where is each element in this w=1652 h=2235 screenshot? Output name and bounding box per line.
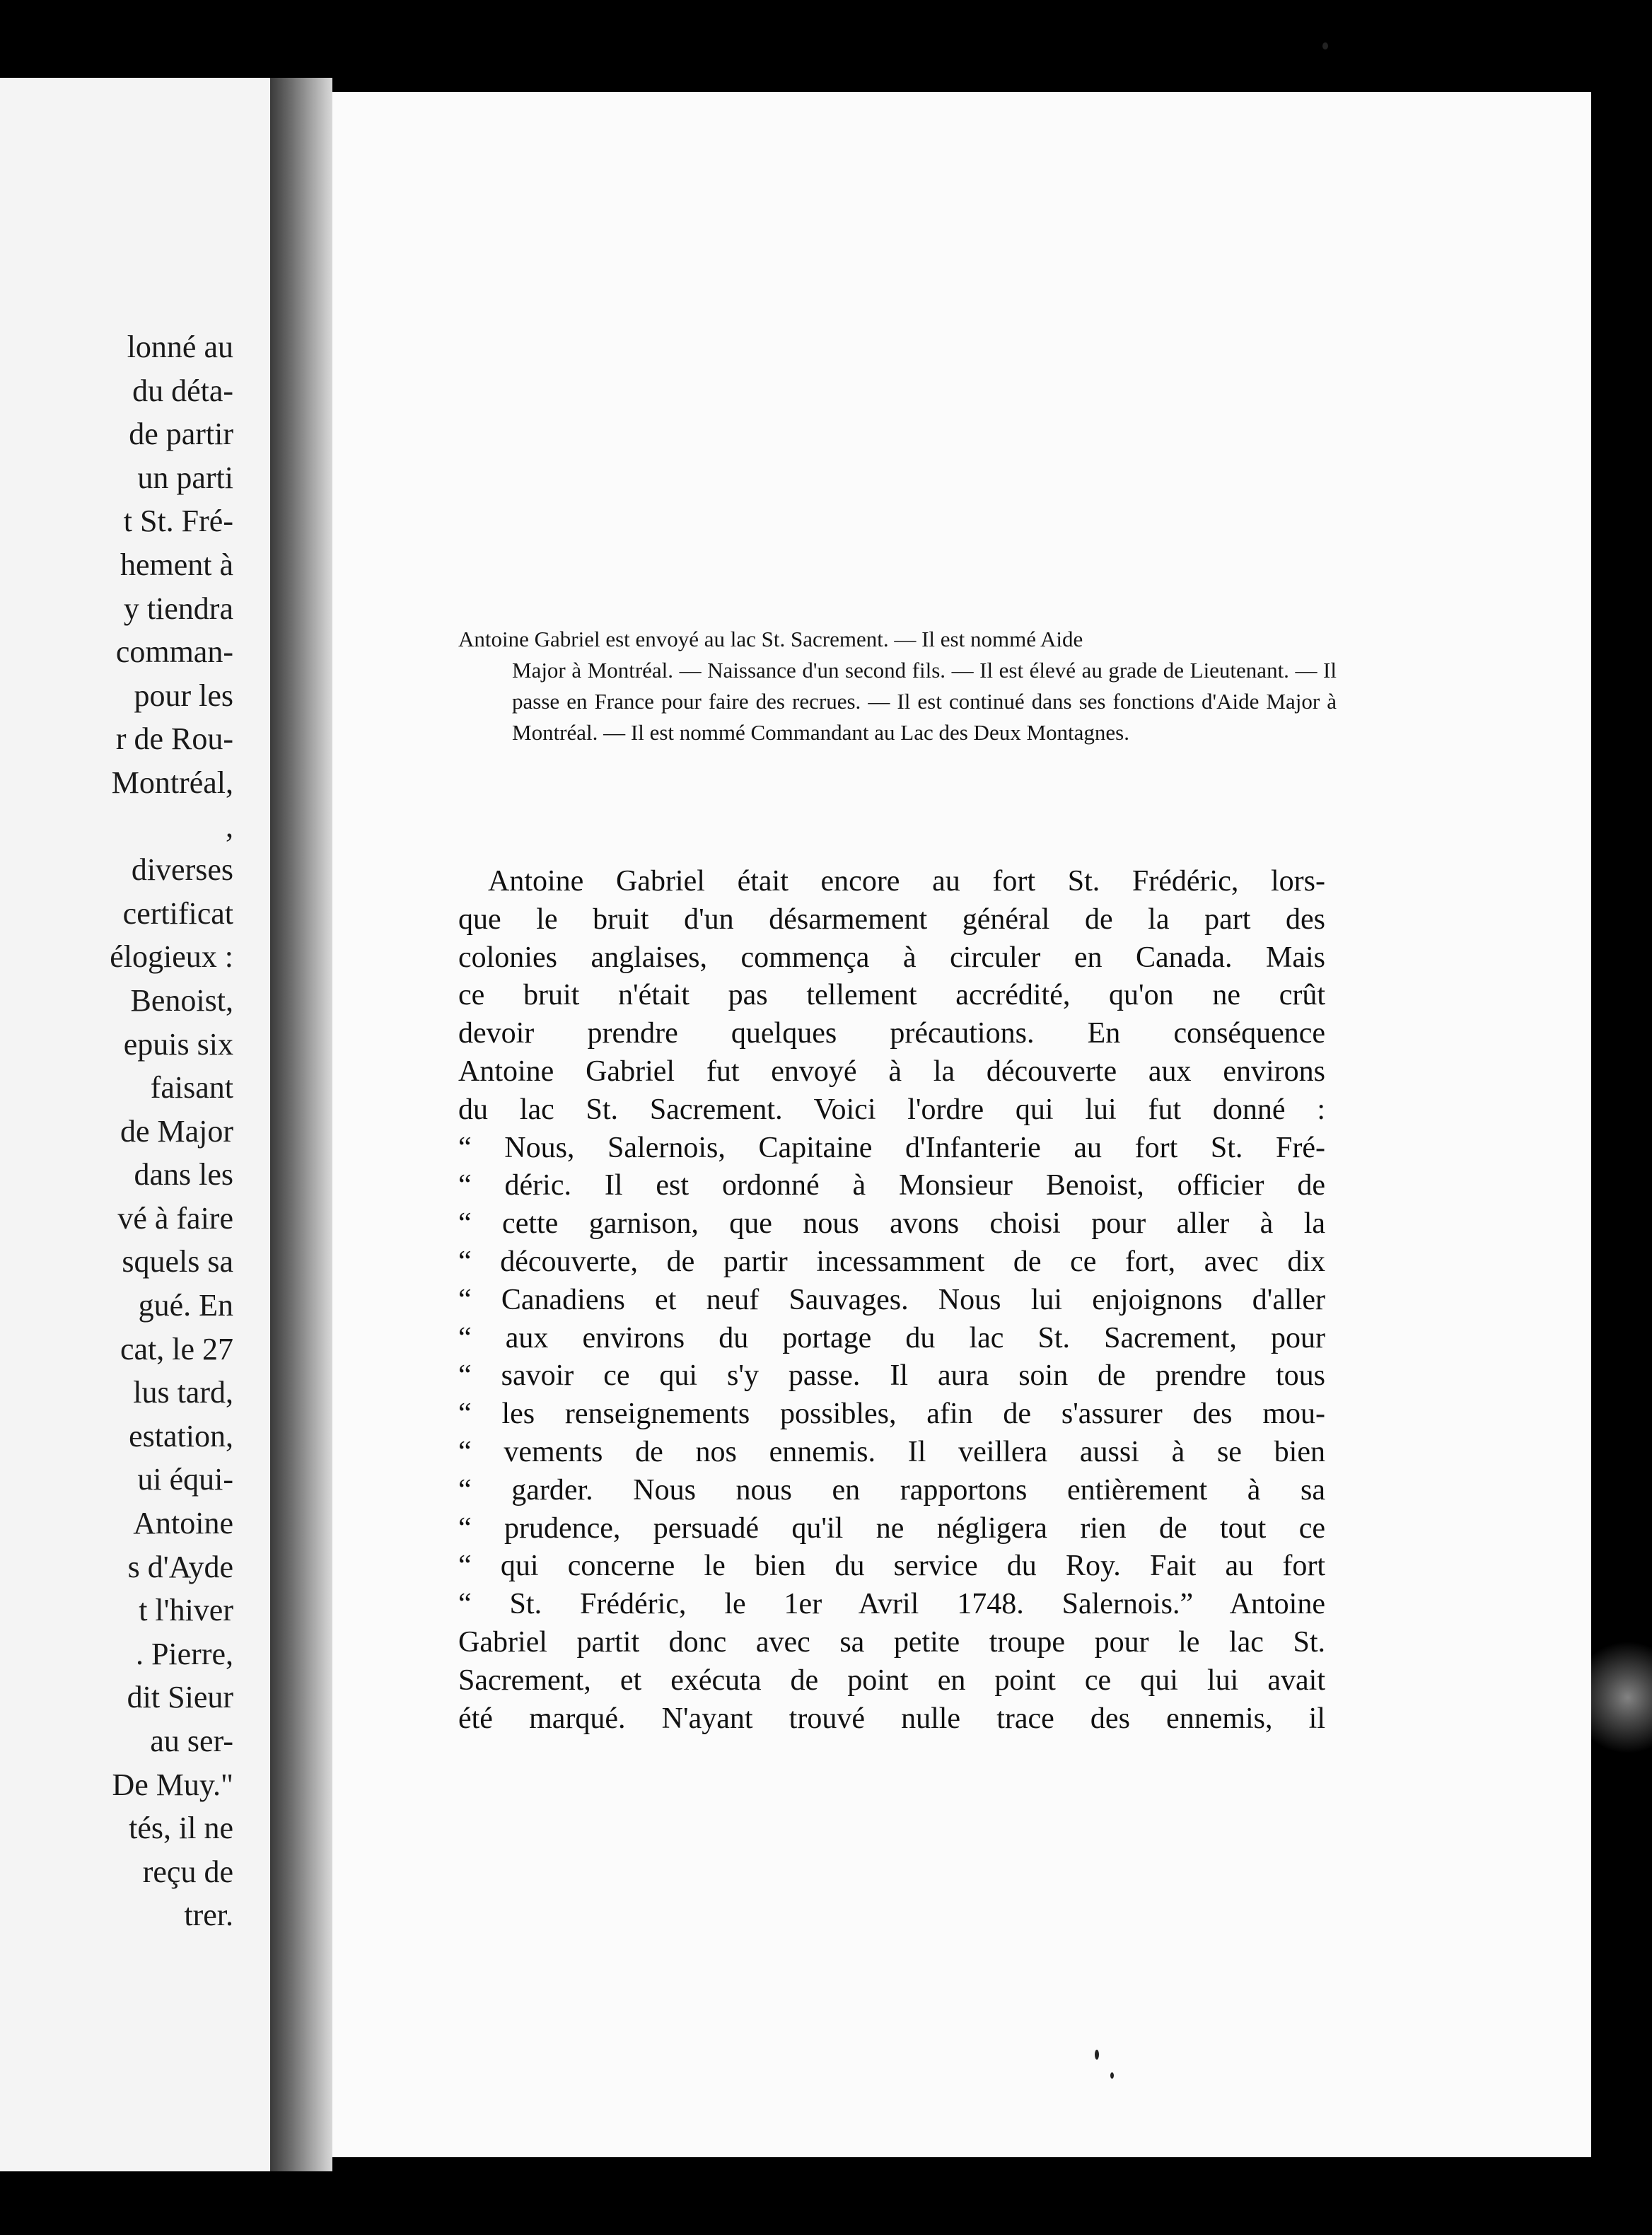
book-gutter-shadow xyxy=(270,78,332,2171)
body-line: Antoine Gabriel fut envoyé à la découverte aux environs xyxy=(458,1055,1325,1088)
left-page-line: hement à xyxy=(120,547,233,582)
left-page-line: au ser- xyxy=(150,1724,233,1758)
body-line: colonies anglaises, commença à circuler en Canada. Mais xyxy=(458,941,1325,974)
left-page-line: squels sa xyxy=(122,1244,233,1279)
left-page-line: trer. xyxy=(184,1898,233,1933)
left-page-line: un parti xyxy=(137,460,233,495)
scan-speck xyxy=(1322,42,1328,50)
left-page-line: de Major xyxy=(120,1113,233,1149)
body-line: “ qui concerne le bien du service du Roy. Fait au fort xyxy=(458,1550,1325,1583)
left-page-line: estation, xyxy=(129,1418,233,1453)
left-facing-page xyxy=(0,78,270,2171)
left-page-line: s d'Ayde xyxy=(127,1549,233,1584)
body-line: “ les renseignements possibles, afin de s'assurer des mou- xyxy=(458,1398,1325,1431)
left-page-line: lonné au xyxy=(127,330,233,364)
left-page-line: pour les xyxy=(134,678,233,713)
left-page-line: , xyxy=(226,808,233,844)
body-line: “ garder. Nous nous en rapportons entièrement à sa xyxy=(458,1473,1325,1507)
left-page-line: comman- xyxy=(115,634,233,670)
left-page-line: epuis six xyxy=(123,1026,233,1062)
chapter-summary-continuation: Major à Montréal. — Naissance d'un second fils. — Il est élevé au grade de Lieutenant. — Il passe en France pour faire des recrues. — Il est continué dans ses fonctions d'Aide Major à Montréal. — Il est nommé Commandant au Lac des Deux Montagnes. xyxy=(512,658,1337,745)
left-page-line: cat, le 27 xyxy=(120,1331,233,1366)
left-page-line: reçu de xyxy=(142,1854,233,1889)
body-line: “ St. Frédéric, le 1er Avril 1748. Salernois.” Antoine xyxy=(458,1588,1325,1621)
left-page-line: élogieux : xyxy=(110,939,233,975)
body-line: “ découverte, de partir incessamment de ce fort, avec dix xyxy=(458,1245,1325,1278)
scan-speck xyxy=(1095,2050,1099,2060)
body-line: du lac St. Sacrement. Voici l'ordre qui lui fut donné : xyxy=(458,1093,1325,1126)
left-page-line: r de Rou- xyxy=(115,721,233,757)
left-page-line: certificat xyxy=(122,895,233,931)
body-line: “ Canadiens et neuf Sauvages. Nous lui enjoignons d'aller xyxy=(458,1283,1325,1316)
chapter-summary-first-line: Antoine Gabriel est envoyé au lac St. Sacrement. — Il est nommé Aide xyxy=(458,627,1083,651)
body-line: “ savoir ce qui s'y passe. Il aura soin de prendre tous xyxy=(458,1359,1325,1393)
left-page-line: gué. En xyxy=(138,1288,233,1323)
left-page-line: du déta- xyxy=(132,373,233,408)
body-line: été marqué. N'ayant trouvé nulle trace des ennemis, il xyxy=(458,1702,1325,1735)
chapter-summary xyxy=(458,624,1337,748)
scan-edge-noise xyxy=(1591,1627,1652,1768)
right-page xyxy=(332,92,1591,2157)
body-line: “ aux environs du portage du lac St. Sacrement, pour xyxy=(458,1321,1325,1354)
body-line: que le bruit d'un désarmement général de la part des xyxy=(458,902,1325,936)
left-page-line: tés, il ne xyxy=(129,1811,233,1846)
body-paragraph xyxy=(458,863,1325,1738)
left-page-line: y tiendra xyxy=(123,591,233,626)
body-line: Sacrement, et exécuta de point en point ce qui lui avait xyxy=(458,1664,1325,1697)
left-page-line: t l'hiver xyxy=(139,1593,233,1628)
left-page-line: . Pierre, xyxy=(135,1636,233,1671)
left-page-line: Montréal, xyxy=(111,765,233,800)
body-line: Gabriel partit donc avec sa petite troupe pour le lac St. xyxy=(458,1625,1325,1659)
left-page-line: dans les xyxy=(134,1157,233,1192)
left-page-line: lus tard, xyxy=(133,1375,233,1410)
left-page-line: diverses xyxy=(131,852,233,888)
scan-speck xyxy=(1110,2072,1114,2079)
left-page-line: ui équi- xyxy=(137,1462,233,1497)
left-page-line: Antoine xyxy=(133,1506,233,1541)
body-line: “ cette garnison, que nous avons choisi pour aller à la xyxy=(458,1207,1325,1241)
left-page-line: faisant xyxy=(150,1070,233,1105)
body-line: ce bruit n'était pas tellement accrédité, qu'on ne crût xyxy=(458,979,1325,1012)
body-line: devoir prendre quelques précautions. En conséquence xyxy=(458,1017,1325,1050)
body-line: “ déric. Il est ordonné à Monsieur Benoist, officier de xyxy=(458,1169,1325,1202)
left-page-line: t St. Fré- xyxy=(123,504,233,539)
body-line: Antoine Gabriel était encore au fort St. Frédéric, lors- xyxy=(488,865,1325,898)
left-page-text-fragment xyxy=(110,325,233,1937)
left-page-line: De Muy." xyxy=(112,1767,233,1802)
body-line: “ Nous, Salernois, Capitaine d'Infanterie au fort St. Fré- xyxy=(458,1131,1325,1164)
left-page-line: Benoist, xyxy=(130,982,233,1018)
body-line: “ prudence, persuadé qu'il ne négligera rien de tout ce xyxy=(458,1511,1325,1545)
body-line: “ vements de nos ennemis. Il veillera aussi à se bien xyxy=(458,1435,1325,1468)
left-page-line: dit Sieur xyxy=(127,1680,233,1715)
left-page-line: de partir xyxy=(129,417,233,452)
left-page-line: vé à faire xyxy=(117,1200,233,1236)
